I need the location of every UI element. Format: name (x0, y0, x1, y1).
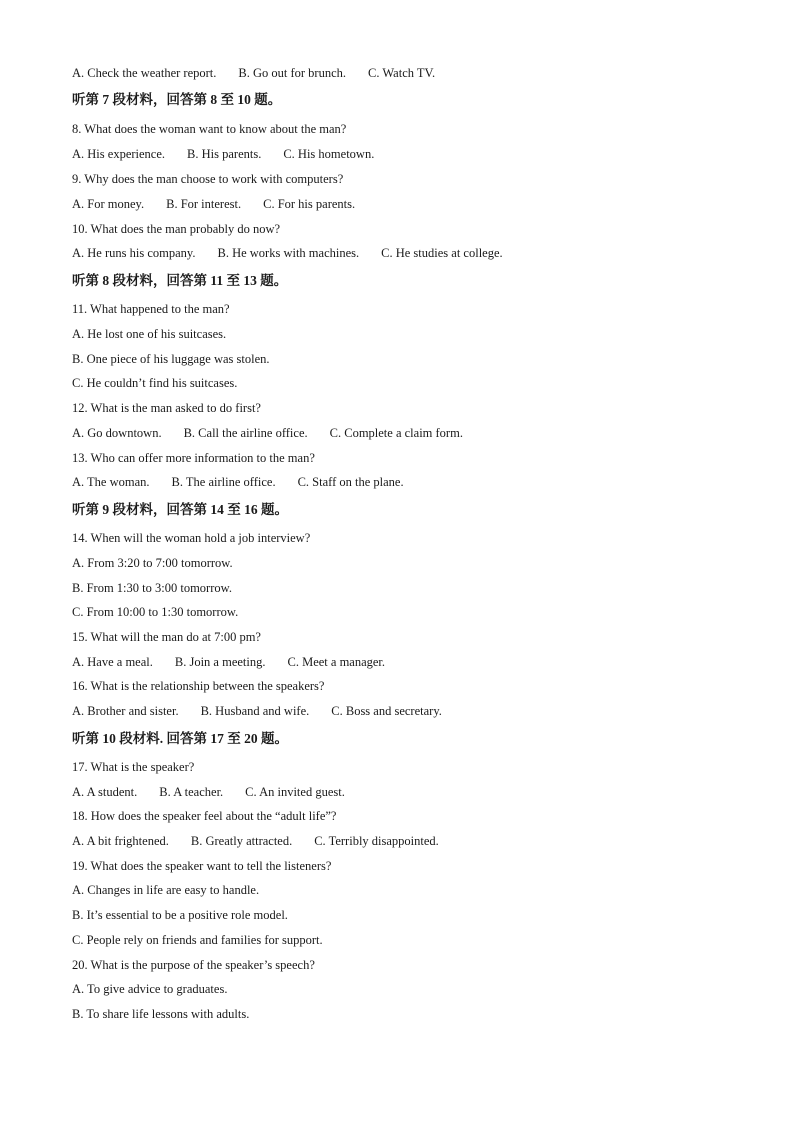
option-row (72, 703, 442, 719)
section-heading: 听第 7 段材料，回答第 8 至 10 题。 (72, 92, 282, 107)
answer-option: C. Meet a manager. (287, 655, 386, 669)
option-row (72, 196, 355, 212)
question-text: 9. Why does the man choose to work with computers? (72, 172, 344, 186)
option-row (72, 146, 374, 162)
answer-option: B. Join a meeting. (174, 655, 266, 669)
answer-option: B. A teacher. (159, 785, 224, 799)
answer-option: B. One piece of his luggage was stolen. (72, 352, 270, 366)
answer-option: C. People rely on friends and families for support. (72, 933, 323, 947)
answer-option: A. His experience. (72, 147, 166, 161)
answer-option: C. An invited guest. (245, 785, 345, 799)
answer-option: B. The airline office. (171, 475, 276, 489)
answer-option: A. From 3:20 to 7:00 tomorrow. (72, 556, 233, 570)
answer-option: C. Complete a claim form. (329, 426, 463, 440)
answer-option: A. To give advice to graduates. (72, 982, 228, 996)
option-row (72, 65, 435, 81)
question-text: 20. What is the purpose of the speaker’s speech? (72, 958, 315, 972)
answer-option: A. The woman. (72, 475, 150, 489)
option-row (72, 425, 463, 441)
answer-option: A. For money. (72, 197, 145, 211)
answer-option: A. A student. (72, 785, 138, 799)
answer-option: B. To share life lessons with adults. (72, 1007, 250, 1021)
answer-option: A. Have a meal. (72, 655, 153, 669)
answer-option: C. Staff on the plane. (297, 475, 404, 489)
option-row (72, 245, 503, 261)
question-text: 15. What will the man do at 7:00 pm? (72, 630, 261, 644)
answer-option: A. Go downtown. (72, 426, 162, 440)
option-row (72, 654, 385, 670)
answer-option: B. Call the airline office. (183, 426, 308, 440)
answer-option: A. He runs his company. (72, 246, 196, 260)
answer-option: B. Go out for brunch. (238, 66, 347, 80)
answer-option: B. Husband and wife. (200, 704, 310, 718)
question-text: 18. How does the speaker feel about the “adult life”? (72, 809, 337, 823)
section-heading: 听第 9 段材料，回答第 14 至 16 题。 (72, 502, 288, 517)
answer-option: B. For interest. (166, 197, 242, 211)
option-row (72, 784, 345, 800)
question-text: 10. What does the man probably do now? (72, 222, 281, 236)
answer-option: B. It’s essential to be a positive role model. (72, 908, 288, 922)
answer-option: C. For his parents. (263, 197, 356, 211)
answer-option: C. From 10:00 to 1:30 tomorrow. (72, 605, 239, 619)
answer-option: B. His parents. (187, 147, 262, 161)
answer-option: A. A bit frightened. (72, 834, 169, 848)
question-text: 16. What is the relationship between the speakers? (72, 679, 325, 693)
answer-option: C. Watch TV. (368, 66, 436, 80)
answer-option: C. Boss and secretary. (331, 704, 442, 718)
answer-option: A. Check the weather report. (72, 66, 217, 80)
question-text: 11. What happened to the man? (72, 302, 230, 316)
answer-option: B. He works with machines. (217, 246, 360, 260)
option-row (72, 833, 439, 849)
answer-option: C. His hometown. (283, 147, 375, 161)
question-text: 19. What does the speaker want to tell the listeners? (72, 859, 332, 873)
answer-option: B. From 1:30 to 3:00 tomorrow. (72, 581, 232, 595)
option-row (72, 474, 404, 490)
question-text: 12. What is the man asked to do first? (72, 401, 261, 415)
answer-option: C. Terribly disappointed. (314, 834, 439, 848)
question-text: 8. What does the woman want to know about the man? (72, 122, 347, 136)
section-heading: 听第 10 段材料. 回答第 17 至 20 题。 (72, 731, 288, 746)
question-text: 14. When will the woman hold a job interview? (72, 531, 311, 545)
answer-option: A. Brother and sister. (72, 704, 179, 718)
question-text: 13. Who can offer more information to the man? (72, 451, 315, 465)
answer-option: A. Changes in life are easy to handle. (72, 883, 260, 897)
answer-option: B. Greatly attracted. (190, 834, 293, 848)
question-text: 17. What is the speaker? (72, 760, 195, 774)
answer-option: A. He lost one of his suitcases. (72, 327, 227, 341)
answer-option: C. He couldn’t find his suitcases. (72, 376, 238, 390)
section-heading: 听第 8 段材料，回答第 11 至 13 题。 (72, 273, 288, 288)
answer-option: C. He studies at college. (381, 246, 503, 260)
